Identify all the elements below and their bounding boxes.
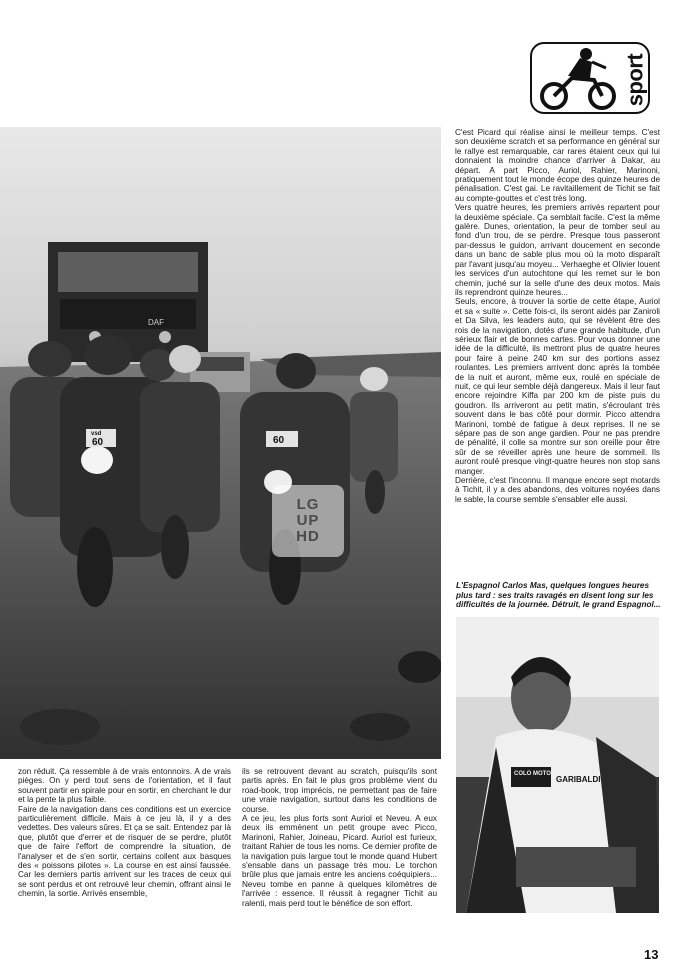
paragraph: ils se retrouvent devant au scratch, puisqu'ils sont partis après. En fait le plus gros problème vient du road-book, trop imprécis, ne permettant pas de faire une vraie navigation, surtout dans les conditions de course. xyxy=(242,767,437,814)
photo-caption: L'Espagnol Carlos Mas, quelques longues heures plus tard : ses traits ravagés en disent long sur les difficultés de la journée. Détruit, le grand Espagnol... xyxy=(456,581,661,610)
rally-photo xyxy=(0,127,441,759)
truck-text: DAF xyxy=(148,318,164,327)
paragraph: C'est Picard qui réalise ainsi le meilleur temps. C'est son deuxième scratch et sa performance en général sur le rallye est remarquable, car rares étaient ceux qui lui donnaient la moindre chance d'arriver à Dakar, au départ. A part Picco, Auriol, Rahier, Marinoni, pratiquement tout le monde écope des quinze heures de pénalisation. C'est gai. Le ravitaillement de Tichit se fait au compte-gouttes et c'est très long. xyxy=(455,128,660,203)
watermark-line-2: UP xyxy=(296,512,320,529)
watermark-line-3: HD xyxy=(296,528,320,545)
watermark-logo xyxy=(272,485,344,557)
rider-portrait-photo xyxy=(456,617,659,913)
paragraph: A ce jeu, les plus forts sont Auriol et Neveu. A eux deux ils emmènent un petit groupe avec Picco, Marinoni, Rahier, Joineau, Picard. Auriol est furieux, traitant Rahier de tous les noms. Ce dernier profite de la navigation puis largue tout le monde quand Hubert s'ensable dans un passage très mou. Le torchon brûle plus que jamais entre les anciens coéquipiers... Neveu tombe en panne à quelques kilomètres de l'arrivée : essence. Il réussit à regagner Tichit au ralenti, mais perd tout le bénéfice de son effort. xyxy=(242,814,437,908)
article-column-right xyxy=(455,128,660,504)
suit-text-2: GARIBALDI xyxy=(556,775,601,784)
plate-left-top: vsd xyxy=(91,431,102,437)
plate-right: 60 xyxy=(273,435,285,446)
paragraph: Seuls, encore, à trouver la sortie de cette étape, Auriol et sa « suite ». Cette fois-ci, ils seront aidés par Zaniroli et Da Silva, les leaders auto, qui se révèlent être des rois de la navigation, dotés d'une grande habitude, d'un sérieux flair et de bonnes cartes. Pour vous donner une idée de la difficulté, ils mettront plus de quatre heures pour faire à peine 240 km sur des portions assez roulantes. Les premiers arrivent donc après la tombée de la nuit et auront, même eux, roulé en spéciale de nuit, ce qui leur semble déjà dangereux. Mais il leur faut encore rejoindre Kiffa par 200 km de piste puis du goudron. Ils arriveront au petit matin, s'écroulant très souvent dans le bas côté pour dormir. Picco attendra Marinoni, tombé de fatigue à deux reprises. Il ne se sépare pas de son ange gardien. Pour ne pas prendre de pénalité, il colle sa montre sur son oreille pour être sûr de se réveiller après une heure de sommeil. Ils auront roulé presque vingt-quatre heures non stop sans manger. xyxy=(455,297,660,476)
watermark-line-1: LG xyxy=(296,496,320,513)
suit-text-1: COLO MOTO xyxy=(514,771,551,777)
paragraph: zon réduit. Ça ressemble à de vrais entonnoirs. A de vrais pièges. On y perd tout sens de l'orientation, et il faut souvent partir en spirale pour en sortir, en cherchant le dur et la pente la plus faible. xyxy=(18,767,231,805)
article-column-left xyxy=(18,767,231,899)
motorcycle-rider-icon xyxy=(532,44,632,114)
paragraph: Derrière, c'est l'inconnu. Il manque encore sept motards à Tichit, il y a des abandons, des voitures noyées dans le sable, la course semble s'ensabler elle aussi. xyxy=(455,476,660,504)
plate-left: 60 xyxy=(92,437,104,448)
paragraph: Vers quatre heures, les premiers arrivés repartent pour la deuxième spéciale. Ça semblait facile. C'est la même galère. Dunes, orientation, la peur de tomber seul au fond d'un trou, de se perdre. Presque tous passeront par-dessus le guidon, arrivant doucement en seconde dans un banc de sable plus mou où la moto disparaît par l'avant jusqu'au moyeu... Verhaeghe et Olivier louent les services d'un autochtone qui les remet sur le bon chemin, juché sur la selle d'une des deux motos. Mais ils reprendront quinze heures... xyxy=(455,203,660,297)
paragraph: Faire de la navigation dans ces conditions est un exercice particulièrement difficile. Mais à ce jeu là, il y a des vedettes. Des valeurs sûres. Et ça se sait. Entendez par là que, plutôt que d'errer et de risquer de se perdre, plutôt que de faire l'effort de comprendre la situation, de l'analyser et de s'en sortir, certains collent aux basques des « poissons pilotes ». La course en est ainsi faussée. Car les derniers partis arrivent sur les traces de ceux qui se sont perdus et ont retrouvé leur chemin, offrant ainsi le chemin, la sortie. Arrivés ensemble, xyxy=(18,804,231,899)
sport-section-logo xyxy=(530,42,650,114)
sport-word: sport xyxy=(622,53,647,107)
page-number: 13 xyxy=(644,947,659,962)
article-column-middle xyxy=(242,767,437,908)
